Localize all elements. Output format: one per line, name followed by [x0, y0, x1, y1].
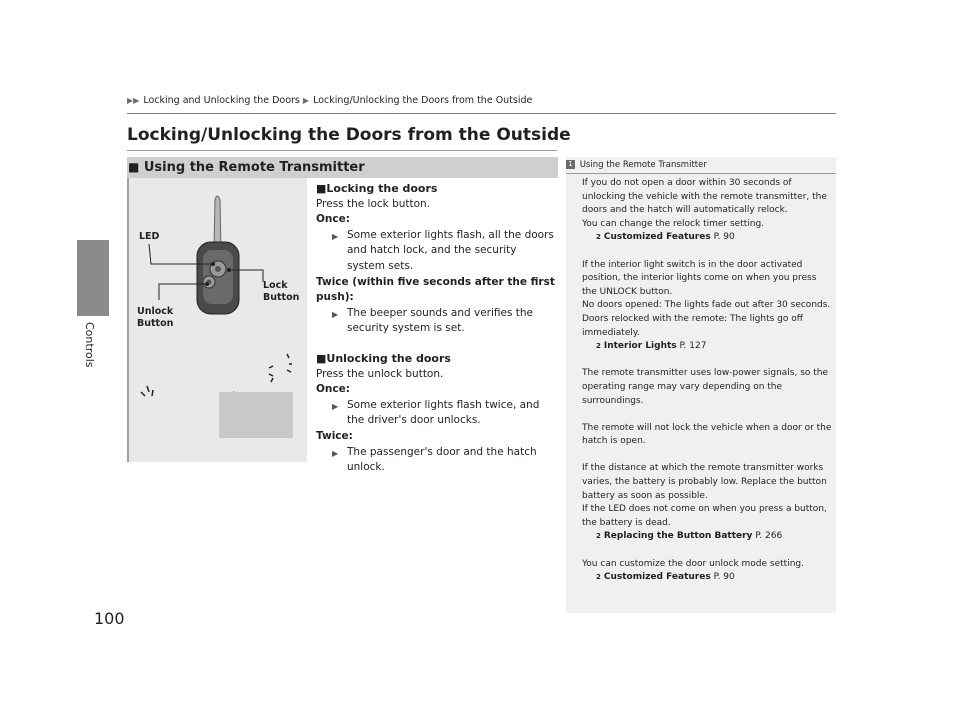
led-label: LED — [139, 231, 160, 242]
note-paragraph: If you do not open a door within 30 seconds of unlocking the vehicle with the remote transmitter, the doors and the hatch will automatically relock. — [582, 178, 827, 216]
triangle-bullet-icon: ▶ — [332, 401, 339, 411]
reference-arrow-icon: 2 — [596, 532, 601, 541]
side-tab-marker — [77, 240, 109, 316]
notes-divider — [566, 173, 836, 174]
section-marker-icon: ■ — [128, 160, 140, 174]
cross-reference-link[interactable]: 2 Customized Features P. 90 — [582, 571, 832, 585]
cross-reference-link[interactable]: 2 Interior Lights P. 127 — [582, 340, 832, 354]
locking-twice-item — [316, 306, 556, 337]
reference-arrow-icon: 2 — [596, 573, 601, 582]
triangle-bullet-icon: ▶ — [332, 231, 339, 241]
cross-reference-link[interactable]: 2 Customized Features P. 90 — [582, 231, 832, 245]
triangle-bullet-icon: ▶ — [332, 448, 339, 458]
note-paragraph: Doors relocked with the remote: The lights go off immediately. — [582, 313, 803, 338]
section-title: Using the Remote Transmitter — [143, 160, 365, 175]
note-paragraph: If the LED does not come on when you press a button, the battery is dead. — [582, 504, 827, 528]
page-title: Locking/Unlocking the Doors from the Outside — [127, 125, 571, 145]
notes-body — [582, 177, 832, 585]
remote-transmitter-figure — [127, 178, 307, 462]
cross-reference-link[interactable]: 2 Replacing the Button Battery P. 266 — [582, 530, 832, 544]
breadcrumb-arrow-icon: ▶▶ — [127, 96, 140, 105]
note-paragraph: The remote will not lock the vehicle when a door or the hatch is open. — [582, 422, 832, 447]
main-instructions — [316, 181, 556, 476]
locking-heading: ■Locking the doors — [316, 182, 438, 195]
title-divider — [127, 150, 557, 151]
unlocking-twice-item — [316, 445, 556, 476]
unlocking-heading: ■Unlocking the doors — [316, 351, 451, 365]
unlocking-twice-text: The passenger's door and the hatch unlock. — [347, 445, 537, 474]
unlock-button-label: Unlock Button — [137, 306, 174, 329]
reference-arrow-icon: 2 — [596, 233, 601, 242]
note-paragraph: No doors opened: The lights fade out after 30 seconds. — [582, 300, 831, 311]
locking-once-label: Once: — [316, 213, 350, 226]
lock-button-label: Lock Button — [263, 280, 300, 303]
locking-once-text: Some exterior lights flash, all the doors and hatch lock, and the security system sets. — [347, 228, 554, 272]
triangle-bullet-icon: ▶ — [332, 309, 339, 319]
note-paragraph: If the distance at which the remote transmitter works varies, the battery is probably low. Replace the button battery as soon as possible. — [582, 463, 827, 501]
unlocking-once-label: Once: — [316, 383, 350, 396]
locking-twice-label: Twice (within five seconds after the first push): — [316, 275, 555, 304]
unlocking-twice-label: Twice: — [316, 429, 353, 442]
header-divider — [127, 113, 836, 114]
breadcrumb-item[interactable]: Locking and Unlocking the Doors — [143, 95, 300, 106]
note-paragraph: You can customize the door unlock mode setting. — [582, 558, 804, 569]
note-number-icon: 1 — [566, 160, 575, 169]
breadcrumb-item[interactable]: Locking/Unlocking the Doors from the Outside — [313, 95, 533, 106]
side-tab-label: Controls — [83, 322, 96, 368]
locking-once-item — [316, 228, 556, 275]
unlocking-intro: Press the unlock button. — [316, 367, 444, 380]
locking-twice-text: The beeper sounds and verifies the security system is set. — [347, 306, 534, 335]
notes-title: Using the Remote Transmitter — [579, 160, 707, 170]
note-paragraph: If the interior light switch is in the door activated position, the interior lights come on when you press the UNLOCK button. — [582, 259, 817, 297]
locking-intro: Press the lock button. — [316, 197, 431, 210]
note-paragraph: The remote transmitter uses low-power signals, so the operating range may vary depending on the surroundings. — [582, 368, 829, 406]
breadcrumb-arrow-icon: ▶ — [302, 96, 310, 105]
unlocking-once-item — [316, 398, 556, 429]
note-paragraph: You can change the relock timer setting. — [582, 218, 765, 229]
section-header — [127, 157, 558, 178]
page-number: 100 — [94, 609, 125, 628]
unlocking-once-text: Some exterior lights flash twice, and the driver's door unlocks. — [347, 398, 540, 427]
breadcrumb — [127, 95, 532, 106]
notes-header — [566, 160, 836, 170]
reference-arrow-icon: 2 — [596, 342, 601, 351]
